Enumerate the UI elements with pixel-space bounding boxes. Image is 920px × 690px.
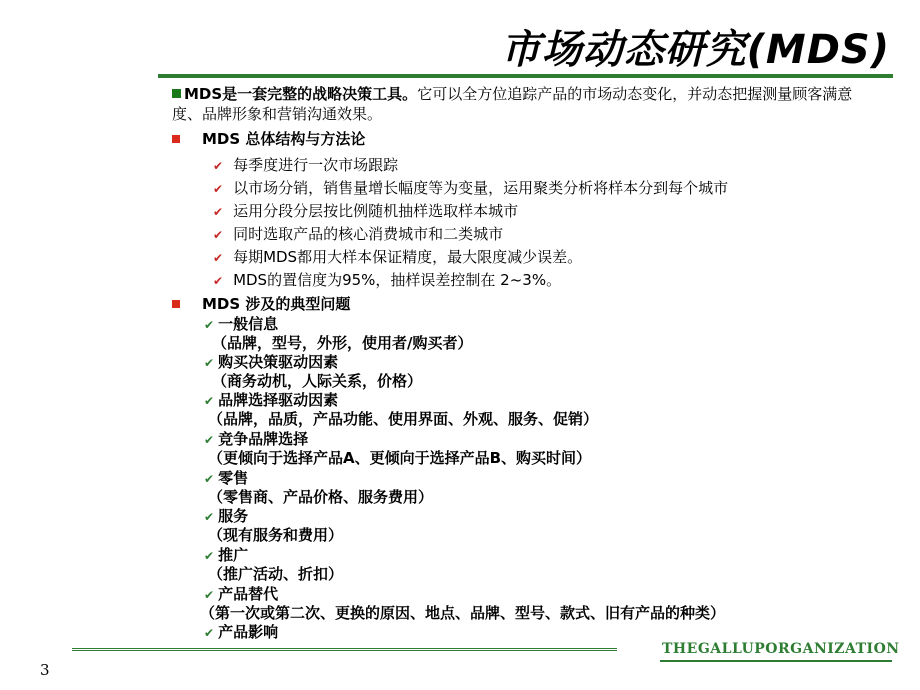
topic-detail: （商务动机，人际关系，价格）: [212, 372, 423, 390]
topic-label: 零售: [218, 469, 249, 487]
method-list-item: [213, 269, 561, 290]
topic-label: 购买决策驱动因素: [218, 353, 339, 371]
green-check-icon: ✔: [204, 626, 215, 640]
topic-label: 产品影响: [218, 623, 279, 641]
topic-item: [204, 467, 248, 488]
green-square-bullet-icon: [172, 89, 181, 98]
method-list-item: [213, 200, 518, 221]
topic-detail: （品牌，型号，外形，使用者/购买者）: [212, 334, 473, 352]
topic-label: 服务: [218, 507, 249, 525]
green-check-icon: ✔: [204, 433, 215, 447]
green-check-icon: ✔: [204, 472, 215, 486]
gallup-logo: THEGALLUPORGANIZATION: [662, 641, 900, 657]
footer-divider: [72, 648, 617, 651]
method-item-text: 同时选取产品的核心消费城市和二类城市: [233, 225, 504, 243]
red-square-bullet-icon: [172, 135, 180, 143]
method-item-text: 每期MDS都用大样本保证精度，最大限度减少误差。: [233, 248, 583, 266]
method-item-text: MDS的置信度为95%，抽样误差控制在 2~3%。: [233, 271, 562, 289]
method-item-text: 以市场分销，销售量增长幅度等为变量，运用聚类分析将样本分到每个城市: [233, 179, 729, 197]
logo-underline: [660, 660, 892, 662]
topic-detail: （更倾向于选择产品A、更倾向于选择产品B、购买时间）: [208, 449, 592, 467]
topic-detail: （第一次或第二次、更换的原因、地点、品牌、型号、款式、旧有产品的种类）: [200, 604, 726, 622]
intro-paragraph: [172, 84, 882, 124]
method-list-item: [213, 246, 582, 267]
title-underline: [158, 74, 893, 78]
red-check-icon: ✔: [213, 159, 224, 173]
topic-label: 竞争品牌选择: [218, 430, 309, 448]
red-check-icon: ✔: [213, 251, 224, 265]
topic-item: [204, 428, 308, 449]
section-heading-typical-questions: [172, 293, 350, 314]
topic-label: 品牌选择驱动因素: [218, 391, 339, 409]
red-check-icon: ✔: [213, 274, 224, 288]
page-number: 3: [40, 661, 50, 679]
intro-text: 它可以全方位追踪产品的市场动态变化，并动态把握测量顾客满意度、品牌形象和营销沟通效果。: [172, 85, 853, 123]
topic-label: 一般信息: [218, 315, 279, 333]
topic-detail: （现有服务和费用）: [208, 526, 344, 544]
section-heading-label: MDS 涉及的典型问题: [202, 295, 351, 313]
topic-item: [204, 583, 278, 604]
topic-item: [204, 621, 278, 642]
topic-item: [204, 505, 248, 526]
green-check-icon: ✔: [204, 318, 215, 332]
method-list-item: [213, 177, 728, 198]
red-square-bullet-icon: [172, 300, 180, 308]
red-check-icon: ✔: [213, 182, 224, 196]
green-check-icon: ✔: [204, 588, 215, 602]
method-list-item: [213, 154, 398, 175]
red-check-icon: ✔: [213, 205, 224, 219]
topic-label: 推广: [218, 546, 249, 564]
topic-detail: （零售商、产品价格、服务费用）: [208, 488, 434, 506]
topic-item: [204, 544, 248, 565]
intro-bold-text: MDS是一套完整的战略决策工具。: [184, 85, 418, 103]
green-check-icon: ✔: [204, 549, 215, 563]
topic-label: 产品替代: [218, 585, 279, 603]
topic-item: [204, 313, 278, 334]
section-heading-label: MDS 总体结构与方法论: [202, 130, 366, 148]
topic-detail: （品牌，品质，产品功能、使用界面、外观、服务、促销）: [208, 410, 599, 428]
method-item-text: 每季度进行一次市场跟踪: [233, 156, 399, 174]
method-item-text: 运用分段分层按比例随机抽样选取样本城市: [233, 202, 519, 220]
topic-item: [204, 389, 338, 410]
topic-item: [204, 351, 338, 372]
green-check-icon: ✔: [204, 394, 215, 408]
method-list-item: [213, 223, 503, 244]
green-check-icon: ✔: [204, 356, 215, 370]
slide-title: 市场动态研究(MDS): [500, 27, 890, 73]
section-heading-methodology: [172, 128, 365, 149]
topic-detail: （推广活动、折扣）: [208, 565, 344, 583]
red-check-icon: ✔: [213, 228, 224, 242]
green-check-icon: ✔: [204, 510, 215, 524]
